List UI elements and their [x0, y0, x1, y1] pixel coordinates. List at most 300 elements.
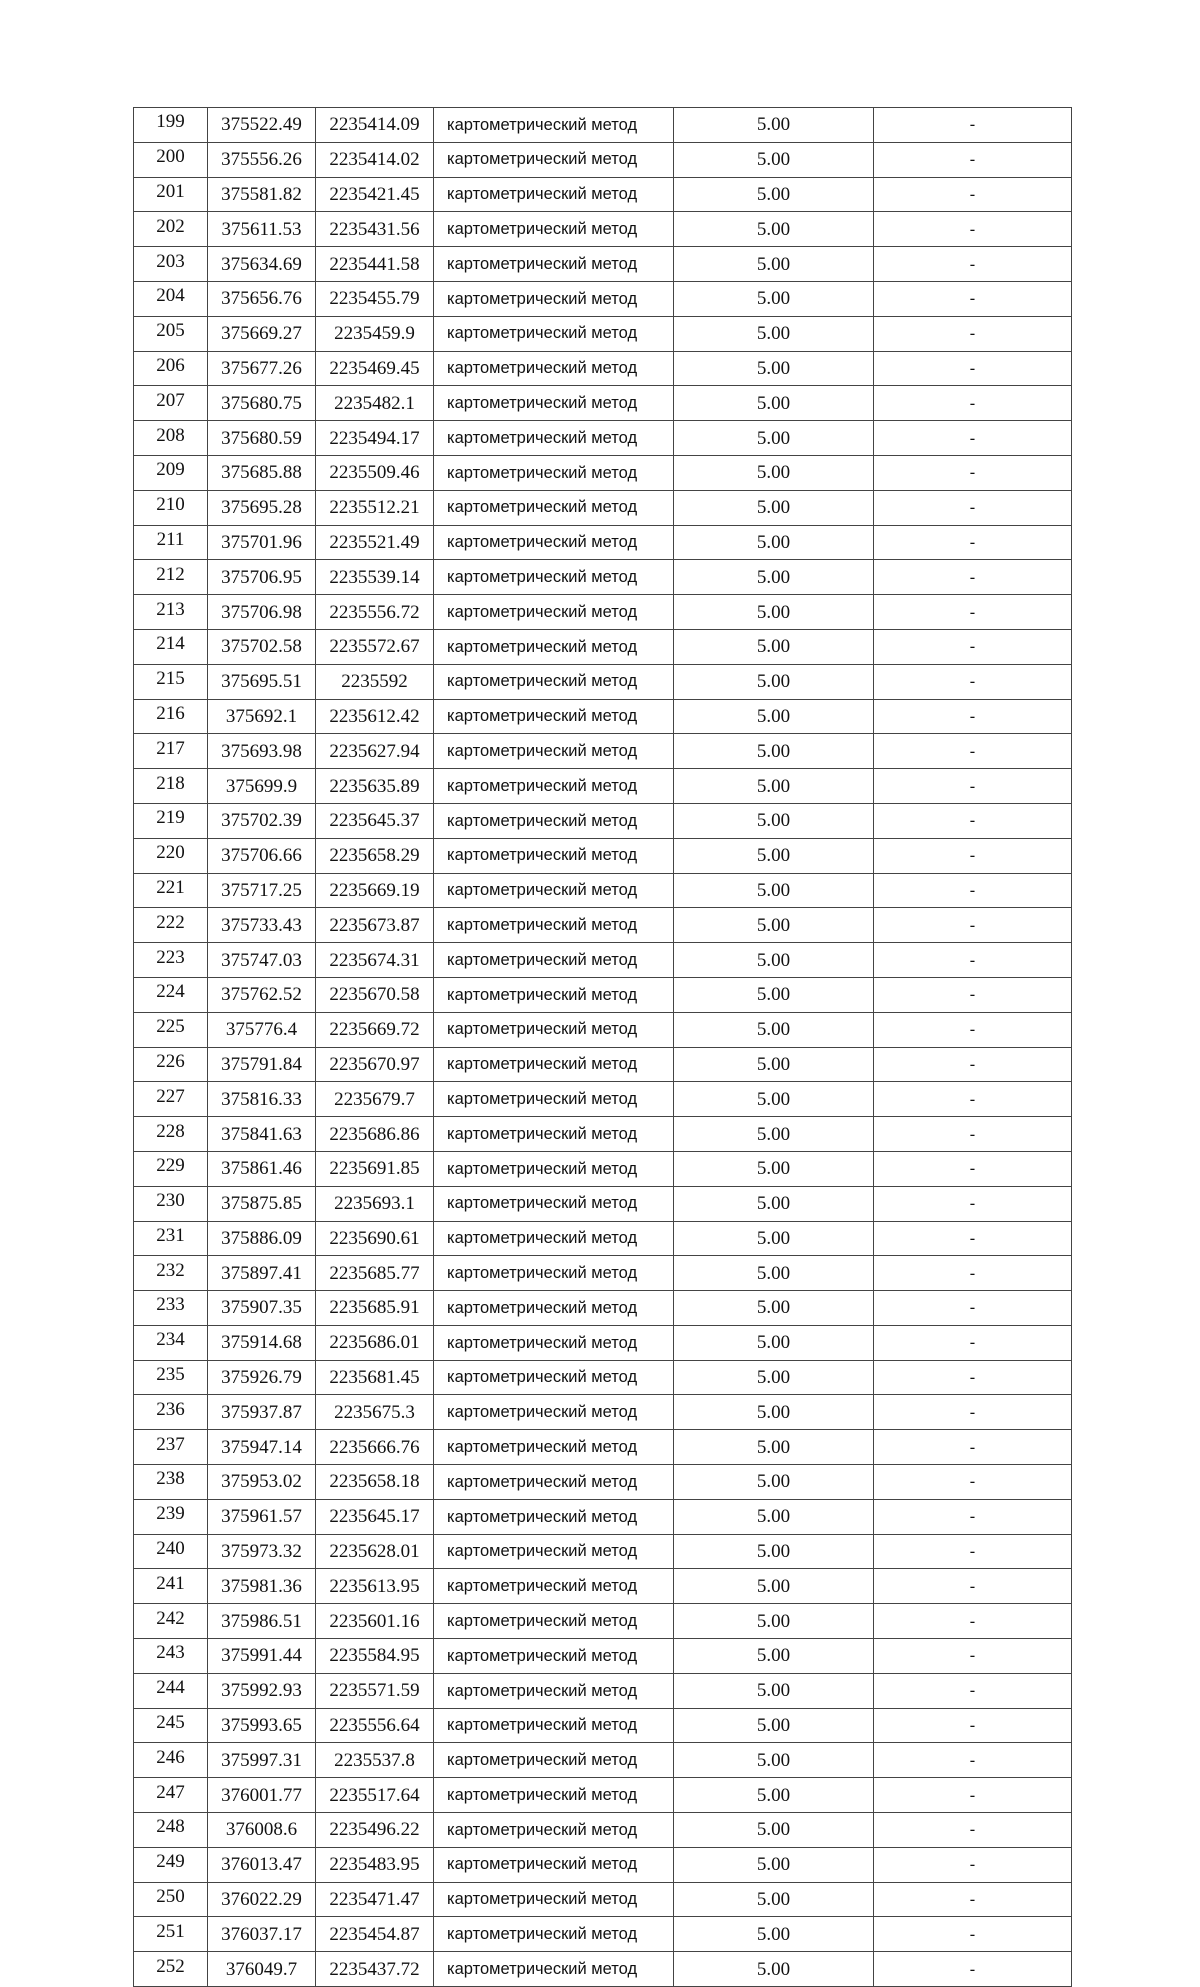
method-cell: картометрический метод — [434, 734, 674, 769]
point-number-cell: 202 — [134, 212, 208, 247]
x-coordinate-cell: 375695.28 — [208, 490, 316, 525]
table-row — [134, 1882, 1072, 1917]
table-row — [134, 803, 1072, 838]
point-number-cell: 234 — [134, 1325, 208, 1360]
y-coordinate-cell: 2235414.09 — [316, 108, 434, 143]
y-coordinate-cell: 2235601.16 — [316, 1604, 434, 1639]
point-number-cell: 240 — [134, 1534, 208, 1569]
method-cell: картометрический метод — [434, 1465, 674, 1500]
note-cell: - — [874, 664, 1072, 699]
table-row — [134, 1917, 1072, 1952]
note-cell: - — [874, 734, 1072, 769]
x-coordinate-cell: 375556.26 — [208, 142, 316, 177]
x-coordinate-cell: 375611.53 — [208, 212, 316, 247]
method-cell: картометрический метод — [434, 1847, 674, 1882]
accuracy-cell: 5.00 — [674, 664, 874, 699]
method-cell: картометрический метод — [434, 1117, 674, 1152]
table-row — [134, 108, 1072, 143]
point-number-cell: 244 — [134, 1673, 208, 1708]
method-cell: картометрический метод — [434, 421, 674, 456]
accuracy-cell: 5.00 — [674, 1673, 874, 1708]
point-number-cell: 235 — [134, 1360, 208, 1395]
coordinates-table-body — [134, 108, 1072, 1987]
y-coordinate-cell: 2235494.17 — [316, 421, 434, 456]
method-cell: картометрический метод — [434, 1673, 674, 1708]
note-cell: - — [874, 1012, 1072, 1047]
note-cell: - — [874, 1117, 1072, 1152]
note-cell: - — [874, 908, 1072, 943]
x-coordinate-cell: 375897.41 — [208, 1256, 316, 1291]
x-coordinate-cell: 375926.79 — [208, 1360, 316, 1395]
table-row — [134, 1151, 1072, 1186]
x-coordinate-cell: 376001.77 — [208, 1778, 316, 1813]
method-cell: картометрический метод — [434, 142, 674, 177]
accuracy-cell: 5.00 — [674, 1012, 874, 1047]
table-row — [134, 1534, 1072, 1569]
table-row — [134, 1778, 1072, 1813]
x-coordinate-cell: 375816.33 — [208, 1082, 316, 1117]
x-coordinate-cell: 375677.26 — [208, 351, 316, 386]
note-cell: - — [874, 699, 1072, 734]
accuracy-cell: 5.00 — [674, 1534, 874, 1569]
table-row — [134, 629, 1072, 664]
y-coordinate-cell: 2235496.22 — [316, 1813, 434, 1848]
table-row — [134, 699, 1072, 734]
x-coordinate-cell: 375991.44 — [208, 1639, 316, 1674]
accuracy-cell: 5.00 — [674, 838, 874, 873]
x-coordinate-cell: 376049.7 — [208, 1952, 316, 1987]
note-cell: - — [874, 490, 1072, 525]
method-cell: картометрический метод — [434, 1047, 674, 1082]
y-coordinate-cell: 2235454.87 — [316, 1917, 434, 1952]
x-coordinate-cell: 375706.98 — [208, 595, 316, 630]
table-row — [134, 1117, 1072, 1152]
accuracy-cell: 5.00 — [674, 908, 874, 943]
note-cell: - — [874, 1952, 1072, 1987]
accuracy-cell: 5.00 — [674, 421, 874, 456]
note-cell: - — [874, 1360, 1072, 1395]
note-cell: - — [874, 142, 1072, 177]
y-coordinate-cell: 2235686.86 — [316, 1117, 434, 1152]
y-coordinate-cell: 2235666.76 — [316, 1430, 434, 1465]
x-coordinate-cell: 375747.03 — [208, 943, 316, 978]
y-coordinate-cell: 2235681.45 — [316, 1360, 434, 1395]
method-cell: картометрический метод — [434, 1325, 674, 1360]
point-number-cell: 221 — [134, 873, 208, 908]
table-row — [134, 351, 1072, 386]
point-number-cell: 207 — [134, 386, 208, 421]
note-cell: - — [874, 1221, 1072, 1256]
point-number-cell: 237 — [134, 1430, 208, 1465]
point-number-cell: 248 — [134, 1813, 208, 1848]
point-number-cell: 241 — [134, 1569, 208, 1604]
point-number-cell: 239 — [134, 1499, 208, 1534]
y-coordinate-cell: 2235584.95 — [316, 1639, 434, 1674]
note-cell: - — [874, 1430, 1072, 1465]
table-row — [134, 734, 1072, 769]
method-cell: картометрический метод — [434, 247, 674, 282]
point-number-cell: 223 — [134, 943, 208, 978]
accuracy-cell: 5.00 — [674, 177, 874, 212]
table-row — [134, 1673, 1072, 1708]
point-number-cell: 212 — [134, 560, 208, 595]
y-coordinate-cell: 2235483.95 — [316, 1847, 434, 1882]
table-row — [134, 281, 1072, 316]
note-cell: - — [874, 977, 1072, 1012]
table-row — [134, 873, 1072, 908]
y-coordinate-cell: 2235521.49 — [316, 525, 434, 560]
table-row — [134, 560, 1072, 595]
x-coordinate-cell: 375776.4 — [208, 1012, 316, 1047]
accuracy-cell: 5.00 — [674, 769, 874, 804]
method-cell: картометрический метод — [434, 595, 674, 630]
point-number-cell: 230 — [134, 1186, 208, 1221]
table-row — [134, 1813, 1072, 1848]
table-row — [134, 1082, 1072, 1117]
x-coordinate-cell: 375656.76 — [208, 281, 316, 316]
accuracy-cell: 5.00 — [674, 595, 874, 630]
table-row — [134, 977, 1072, 1012]
table-row — [134, 908, 1072, 943]
x-coordinate-cell: 375695.51 — [208, 664, 316, 699]
y-coordinate-cell: 2235669.72 — [316, 1012, 434, 1047]
point-number-cell: 211 — [134, 525, 208, 560]
x-coordinate-cell: 375791.84 — [208, 1047, 316, 1082]
x-coordinate-cell: 375680.59 — [208, 421, 316, 456]
x-coordinate-cell: 375706.95 — [208, 560, 316, 595]
accuracy-cell: 5.00 — [674, 247, 874, 282]
y-coordinate-cell: 2235512.21 — [316, 490, 434, 525]
note-cell: - — [874, 1847, 1072, 1882]
method-cell: картометрический метод — [434, 108, 674, 143]
x-coordinate-cell: 375685.88 — [208, 455, 316, 490]
accuracy-cell: 5.00 — [674, 1639, 874, 1674]
method-cell: картометрический метод — [434, 1743, 674, 1778]
method-cell: картометрический метод — [434, 1604, 674, 1639]
y-coordinate-cell: 2235459.9 — [316, 316, 434, 351]
accuracy-cell: 5.00 — [674, 1917, 874, 1952]
x-coordinate-cell: 376037.17 — [208, 1917, 316, 1952]
point-number-cell: 204 — [134, 281, 208, 316]
x-coordinate-cell: 375961.57 — [208, 1499, 316, 1534]
accuracy-cell: 5.00 — [674, 1430, 874, 1465]
y-coordinate-cell: 2235471.47 — [316, 1882, 434, 1917]
method-cell: картометрический метод — [434, 1778, 674, 1813]
y-coordinate-cell: 2235674.31 — [316, 943, 434, 978]
method-cell: картометрический метод — [434, 1221, 674, 1256]
table-row — [134, 1186, 1072, 1221]
accuracy-cell: 5.00 — [674, 629, 874, 664]
table-row — [134, 212, 1072, 247]
x-coordinate-cell: 375701.96 — [208, 525, 316, 560]
point-number-cell: 201 — [134, 177, 208, 212]
point-number-cell: 227 — [134, 1082, 208, 1117]
table-row — [134, 1743, 1072, 1778]
note-cell: - — [874, 769, 1072, 804]
y-coordinate-cell: 2235627.94 — [316, 734, 434, 769]
note-cell: - — [874, 943, 1072, 978]
accuracy-cell: 5.00 — [674, 281, 874, 316]
note-cell: - — [874, 1534, 1072, 1569]
point-number-cell: 238 — [134, 1465, 208, 1500]
x-coordinate-cell: 375973.32 — [208, 1534, 316, 1569]
y-coordinate-cell: 2235670.97 — [316, 1047, 434, 1082]
accuracy-cell: 5.00 — [674, 1047, 874, 1082]
accuracy-cell: 5.00 — [674, 873, 874, 908]
point-number-cell: 243 — [134, 1639, 208, 1674]
note-cell: - — [874, 421, 1072, 456]
method-cell: картометрический метод — [434, 1151, 674, 1186]
point-number-cell: 213 — [134, 595, 208, 630]
point-number-cell: 205 — [134, 316, 208, 351]
x-coordinate-cell: 376013.47 — [208, 1847, 316, 1882]
x-coordinate-cell: 375997.31 — [208, 1743, 316, 1778]
x-coordinate-cell: 375762.52 — [208, 977, 316, 1012]
method-cell: картометрический метод — [434, 455, 674, 490]
method-cell: картометрический метод — [434, 1813, 674, 1848]
method-cell: картометрический метод — [434, 1291, 674, 1326]
point-number-cell: 225 — [134, 1012, 208, 1047]
table-row — [134, 1291, 1072, 1326]
x-coordinate-cell: 375992.93 — [208, 1673, 316, 1708]
method-cell: картометрический метод — [434, 977, 674, 1012]
x-coordinate-cell: 375702.58 — [208, 629, 316, 664]
method-cell: картометрический метод — [434, 629, 674, 664]
accuracy-cell: 5.00 — [674, 1882, 874, 1917]
table-row — [134, 247, 1072, 282]
table-row — [134, 1047, 1072, 1082]
note-cell: - — [874, 1256, 1072, 1291]
point-number-cell: 249 — [134, 1847, 208, 1882]
note-cell: - — [874, 1673, 1072, 1708]
point-number-cell: 236 — [134, 1395, 208, 1430]
y-coordinate-cell: 2235455.79 — [316, 281, 434, 316]
note-cell: - — [874, 1047, 1072, 1082]
table-row — [134, 490, 1072, 525]
method-cell: картометрический метод — [434, 1186, 674, 1221]
point-number-cell: 229 — [134, 1151, 208, 1186]
x-coordinate-cell: 375937.87 — [208, 1395, 316, 1430]
point-number-cell: 206 — [134, 351, 208, 386]
point-number-cell: 242 — [134, 1604, 208, 1639]
y-coordinate-cell: 2235645.17 — [316, 1499, 434, 1534]
x-coordinate-cell: 375993.65 — [208, 1708, 316, 1743]
method-cell: картометрический метод — [434, 699, 674, 734]
accuracy-cell: 5.00 — [674, 803, 874, 838]
table-row — [134, 1221, 1072, 1256]
y-coordinate-cell: 2235645.37 — [316, 803, 434, 838]
table-row — [134, 1847, 1072, 1882]
note-cell: - — [874, 351, 1072, 386]
note-cell: - — [874, 1569, 1072, 1604]
y-coordinate-cell: 2235658.29 — [316, 838, 434, 873]
y-coordinate-cell: 2235414.02 — [316, 142, 434, 177]
point-number-cell: 231 — [134, 1221, 208, 1256]
point-number-cell: 214 — [134, 629, 208, 664]
y-coordinate-cell: 2235679.7 — [316, 1082, 434, 1117]
y-coordinate-cell: 2235592 — [316, 664, 434, 699]
method-cell: картометрический метод — [434, 1882, 674, 1917]
method-cell: картометрический метод — [434, 664, 674, 699]
method-cell: картометрический метод — [434, 1430, 674, 1465]
x-coordinate-cell: 375680.75 — [208, 386, 316, 421]
table-row — [134, 1360, 1072, 1395]
method-cell: картометрический метод — [434, 1499, 674, 1534]
x-coordinate-cell: 375706.66 — [208, 838, 316, 873]
note-cell: - — [874, 316, 1072, 351]
y-coordinate-cell: 2235628.01 — [316, 1534, 434, 1569]
y-coordinate-cell: 2235556.64 — [316, 1708, 434, 1743]
accuracy-cell: 5.00 — [674, 1395, 874, 1430]
note-cell: - — [874, 1395, 1072, 1430]
accuracy-cell: 5.00 — [674, 1082, 874, 1117]
method-cell: картометрический метод — [434, 1534, 674, 1569]
y-coordinate-cell: 2235441.58 — [316, 247, 434, 282]
note-cell: - — [874, 1813, 1072, 1848]
y-coordinate-cell: 2235437.72 — [316, 1952, 434, 1987]
note-cell: - — [874, 281, 1072, 316]
point-number-cell: 220 — [134, 838, 208, 873]
y-coordinate-cell: 2235431.56 — [316, 212, 434, 247]
y-coordinate-cell: 2235482.1 — [316, 386, 434, 421]
table-row — [134, 1325, 1072, 1360]
table-row — [134, 1430, 1072, 1465]
accuracy-cell: 5.00 — [674, 1847, 874, 1882]
method-cell: картометрический метод — [434, 1639, 674, 1674]
accuracy-cell: 5.00 — [674, 1813, 874, 1848]
accuracy-cell: 5.00 — [674, 490, 874, 525]
note-cell: - — [874, 1499, 1072, 1534]
y-coordinate-cell: 2235509.46 — [316, 455, 434, 490]
note-cell: - — [874, 1639, 1072, 1674]
method-cell: картометрический метод — [434, 1012, 674, 1047]
x-coordinate-cell: 375634.69 — [208, 247, 316, 282]
point-number-cell: 222 — [134, 908, 208, 943]
note-cell: - — [874, 1082, 1072, 1117]
accuracy-cell: 5.00 — [674, 142, 874, 177]
point-number-cell: 215 — [134, 664, 208, 699]
table-row — [134, 1708, 1072, 1743]
accuracy-cell: 5.00 — [674, 1186, 874, 1221]
y-coordinate-cell: 2235690.61 — [316, 1221, 434, 1256]
table-row — [134, 525, 1072, 560]
point-number-cell: 209 — [134, 455, 208, 490]
accuracy-cell: 5.00 — [674, 1151, 874, 1186]
method-cell: картометрический метод — [434, 1708, 674, 1743]
note-cell: - — [874, 1465, 1072, 1500]
method-cell: картометрический метод — [434, 490, 674, 525]
x-coordinate-cell: 375981.36 — [208, 1569, 316, 1604]
note-cell: - — [874, 1604, 1072, 1639]
note-cell: - — [874, 525, 1072, 560]
method-cell: картометрический метод — [434, 943, 674, 978]
table-row — [134, 838, 1072, 873]
note-cell: - — [874, 386, 1072, 421]
point-number-cell: 251 — [134, 1917, 208, 1952]
y-coordinate-cell: 2235517.64 — [316, 1778, 434, 1813]
x-coordinate-cell: 375947.14 — [208, 1430, 316, 1465]
point-number-cell: 233 — [134, 1291, 208, 1326]
point-number-cell: 246 — [134, 1743, 208, 1778]
note-cell: - — [874, 455, 1072, 490]
y-coordinate-cell: 2235537.8 — [316, 1743, 434, 1778]
accuracy-cell: 5.00 — [674, 1569, 874, 1604]
table-row — [134, 1395, 1072, 1430]
y-coordinate-cell: 2235421.45 — [316, 177, 434, 212]
table-row — [134, 664, 1072, 699]
y-coordinate-cell: 2235658.18 — [316, 1465, 434, 1500]
x-coordinate-cell: 375886.09 — [208, 1221, 316, 1256]
table-row — [134, 1952, 1072, 1987]
table-row — [134, 1465, 1072, 1500]
x-coordinate-cell: 375875.85 — [208, 1186, 316, 1221]
x-coordinate-cell: 375986.51 — [208, 1604, 316, 1639]
accuracy-cell: 5.00 — [674, 1465, 874, 1500]
table-row — [134, 1256, 1072, 1291]
table-row — [134, 455, 1072, 490]
y-coordinate-cell: 2235635.89 — [316, 769, 434, 804]
accuracy-cell: 5.00 — [674, 386, 874, 421]
y-coordinate-cell: 2235571.59 — [316, 1673, 434, 1708]
point-number-cell: 218 — [134, 769, 208, 804]
table-row — [134, 1604, 1072, 1639]
accuracy-cell: 5.00 — [674, 943, 874, 978]
method-cell: картометрический метод — [434, 1360, 674, 1395]
note-cell: - — [874, 595, 1072, 630]
accuracy-cell: 5.00 — [674, 1499, 874, 1534]
x-coordinate-cell: 375669.27 — [208, 316, 316, 351]
method-cell: картометрический метод — [434, 560, 674, 595]
note-cell: - — [874, 1325, 1072, 1360]
y-coordinate-cell: 2235686.01 — [316, 1325, 434, 1360]
accuracy-cell: 5.00 — [674, 455, 874, 490]
method-cell: картометрический метод — [434, 386, 674, 421]
point-number-cell: 252 — [134, 1952, 208, 1987]
table-row — [134, 386, 1072, 421]
point-number-cell: 216 — [134, 699, 208, 734]
accuracy-cell: 5.00 — [674, 1291, 874, 1326]
table-row — [134, 177, 1072, 212]
method-cell: картометрический метод — [434, 525, 674, 560]
table-row — [134, 1012, 1072, 1047]
method-cell: картометрический метод — [434, 1569, 674, 1604]
method-cell: картометрический метод — [434, 1917, 674, 1952]
accuracy-cell: 5.00 — [674, 212, 874, 247]
table-row — [134, 1639, 1072, 1674]
note-cell: - — [874, 247, 1072, 282]
point-number-cell: 226 — [134, 1047, 208, 1082]
y-coordinate-cell: 2235539.14 — [316, 560, 434, 595]
note-cell: - — [874, 177, 1072, 212]
method-cell: картометрический метод — [434, 212, 674, 247]
x-coordinate-cell: 375581.82 — [208, 177, 316, 212]
accuracy-cell: 5.00 — [674, 1743, 874, 1778]
y-coordinate-cell: 2235556.72 — [316, 595, 434, 630]
x-coordinate-cell: 375914.68 — [208, 1325, 316, 1360]
y-coordinate-cell: 2235612.42 — [316, 699, 434, 734]
point-number-cell: 245 — [134, 1708, 208, 1743]
method-cell: картометрический метод — [434, 316, 674, 351]
method-cell: картометрический метод — [434, 1256, 674, 1291]
note-cell: - — [874, 1778, 1072, 1813]
table-row — [134, 943, 1072, 978]
method-cell: картометрический метод — [434, 281, 674, 316]
x-coordinate-cell: 375733.43 — [208, 908, 316, 943]
point-number-cell: 208 — [134, 421, 208, 456]
method-cell: картометрический метод — [434, 177, 674, 212]
note-cell: - — [874, 560, 1072, 595]
accuracy-cell: 5.00 — [674, 699, 874, 734]
